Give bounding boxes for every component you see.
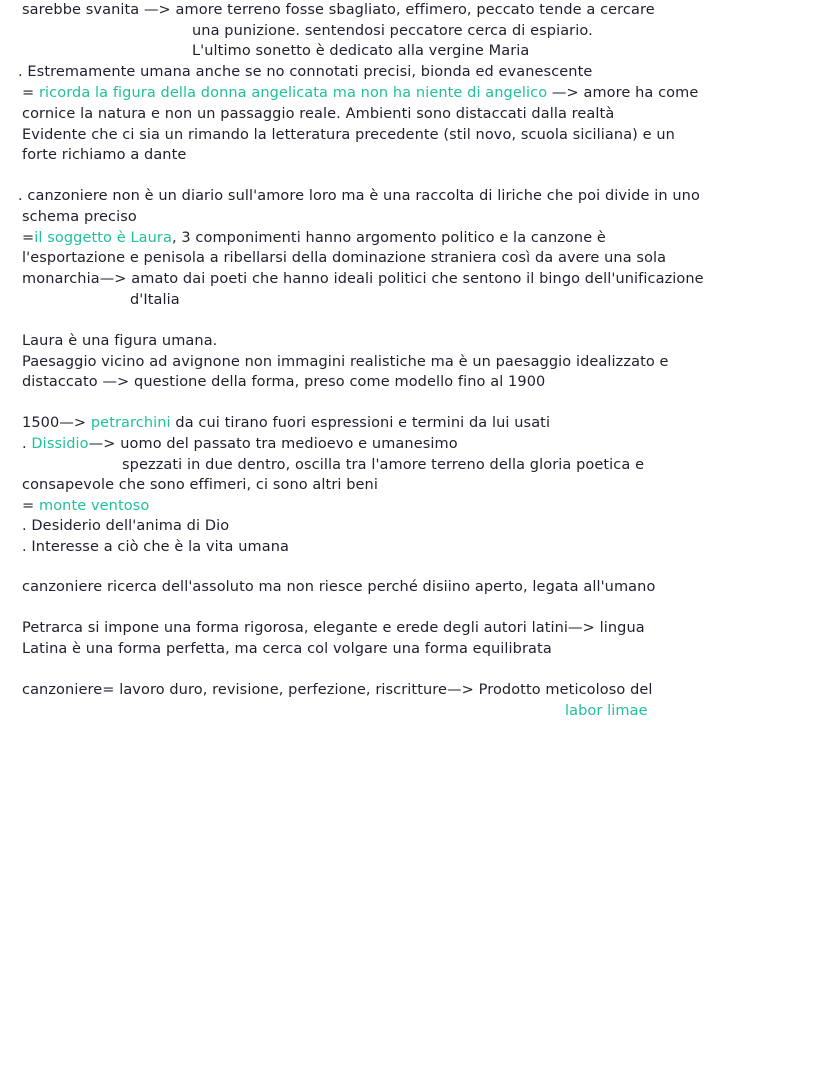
highlighted-phrase: monte ventoso [38, 498, 150, 514]
highlighted-phrase: petrarchini [90, 415, 171, 431]
note-line: . Dissidio—> uomo del passato tra medioevo e umanesimo [22, 436, 458, 452]
note-line: schema preciso [22, 209, 137, 225]
note-line: . canzoniere non è un diario sull'amore loro ma è una raccolta di liriche che poi divide in uno [18, 188, 700, 204]
note-line: canzoniere= lavoro duro, revisione, perfezione, riscritture—> Prodotto meticoloso del [22, 682, 653, 698]
highlighted-phrase: labor limae [565, 703, 648, 719]
note-line: = ricorda la figura della donna angelicata ma non ha niente di angelico —> amore ha come [22, 85, 699, 101]
note-line: . Interesse a ciò che è la vita umana [22, 539, 289, 555]
note-line: 1500—> petrarchini da cui tirano fuori espressioni e termini da lui usati [22, 415, 551, 431]
note-line: Latina è una forma perfetta, ma cerca col volgare una forma equilibrata [22, 641, 552, 657]
note-line: spezzati in due dentro, oscilla tra l'amore terreno della gloria poetica e [122, 457, 645, 473]
note-line: forte richiamo a dante [22, 147, 187, 163]
note-line: Evidente che ci sia un rimando la letteratura precedente (stil novo, scuola siciliana) e un [22, 127, 675, 143]
note-line: monarchia—> amato dai poeti che hanno ideali politici che sentono il bingo dell'unificazione [22, 271, 704, 287]
note-line: . Estremamente umana anche se no connotati precisi, bionda ed evanescente [18, 64, 593, 80]
note-line: =il soggetto è Laura, 3 componimenti hanno argomento politico e la canzone è [22, 230, 606, 246]
note-line: Petrarca si impone una forma rigorosa, elegante e erede degli autori latini—> lingua [22, 620, 645, 636]
note-line: una punizione. sentendosi peccatore cerca di espiario. [192, 23, 593, 39]
note-line: canzoniere ricerca dell'assoluto ma non riesce perché disiino aperto, legata all'umano [22, 579, 656, 595]
highlighted-phrase: il soggetto è Laura [34, 230, 172, 246]
highlighted-phrase: ricorda la figura della donna angelicata ma non ha niente di angelico [38, 85, 548, 101]
note-line: d'Italia [130, 292, 180, 308]
note-line: cornice la natura e non un passaggio reale. Ambienti sono distaccati dalla realtà [22, 106, 615, 122]
note-line: . Desiderio dell'anima di Dio [22, 518, 230, 534]
note-line: consapevole che sono effimeri, ci sono altri beni [22, 477, 378, 493]
note-line: distaccato —> questione della forma, preso come modello fino al 1900 [22, 374, 546, 390]
note-line: L'ultimo sonetto è dedicato alla vergine Maria [192, 43, 530, 59]
note-line: sarebbe svanita —> amore terreno fosse sbagliato, effimero, peccato tende a cercare [22, 2, 655, 18]
note-line: l'esportazione e penisola a ribellarsi della dominazione straniera così da avere una sola [22, 250, 667, 266]
highlighted-phrase: Dissidio [31, 436, 89, 452]
note-line: = monte ventoso [22, 498, 150, 514]
note-line: Paesaggio vicino ad avignone non immagini realistiche ma è un paesaggio idealizzato e [22, 354, 669, 370]
note-line: Laura è una figura umana. [22, 333, 218, 349]
